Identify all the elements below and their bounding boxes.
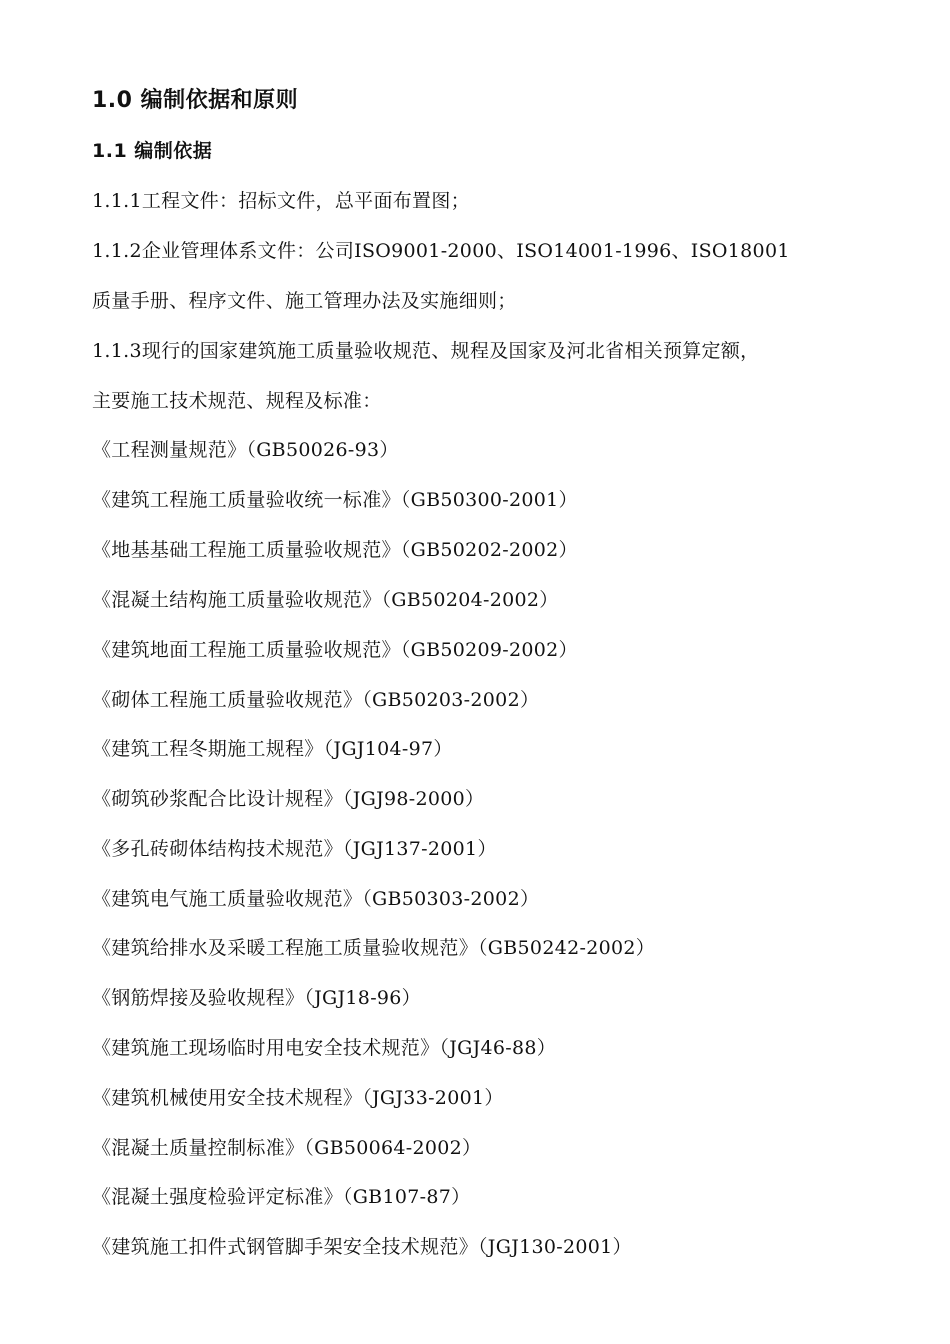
standard-list-item: 《混凝土强度检验评定标准》（GB107-87） <box>92 1186 471 1208</box>
section-heading: 1.0 编制依据和原则 <box>92 88 299 113</box>
standard-list-item: 《砌筑砂浆配合比设计规程》（JGJ98-2000） <box>92 788 485 810</box>
standard-list-item: 《建筑施工现场临时用电安全技术规范》（JGJ46-88） <box>92 1037 557 1059</box>
subsection-heading: 1.1 编制依据 <box>92 140 213 162</box>
standard-list-item: 《建筑工程冬期施工规程》（JGJ104-97） <box>92 738 453 760</box>
paragraph-management-system-cont: 质量手册、程序文件、施工管理办法及实施细则； <box>92 290 517 312</box>
standard-list-item: 《建筑工程施工质量验收统一标准》（GB50300-2001） <box>92 489 578 511</box>
standard-list-item: 《混凝土结构施工质量验收规范》（GB50204-2002） <box>92 589 559 611</box>
standard-list-item: 《建筑电气施工质量验收规范》（GB50303-2002） <box>92 888 540 910</box>
paragraph-management-system: 1.1.2企业管理体系文件：公司ISO9001-2000、ISO14001-1996、ISO18001 <box>92 240 790 262</box>
paragraph-national-codes-cont: 主要施工技术规范、规程及标准： <box>92 390 382 412</box>
standard-list-item: 《建筑地面工程施工质量验收规范》（GB50209-2002） <box>92 639 578 661</box>
standard-list-item: 《多孔砖砌体结构技术规范》（JGJ137-2001） <box>92 838 497 860</box>
paragraph-national-codes: 1.1.3现行的国家建筑施工质量验收规范、规程及国家及河北省相关预算定额， <box>92 340 760 362</box>
standard-list-item: 《混凝土质量控制标准》（GB50064-2002） <box>92 1137 482 1159</box>
standard-list-item: 《建筑施工扣件式钢管脚手架安全技术规范》（JGJ130-2001） <box>92 1236 632 1258</box>
standard-list-item: 《砌体工程施工质量验收规范》（GB50203-2002） <box>92 689 540 711</box>
standard-list-item: 《建筑机械使用安全技术规程》（JGJ33-2001） <box>92 1087 504 1109</box>
standard-list-item: 《地基基础工程施工质量验收规范》（GB50202-2002） <box>92 539 578 561</box>
standard-list-item: 《建筑给排水及采暖工程施工质量验收规范》（GB50242-2002） <box>92 937 656 959</box>
standard-list-item: 《工程测量规范》（GB50026-93） <box>92 439 399 461</box>
paragraph-engineering-documents: 1.1.1工程文件：招标文件，总平面布置图； <box>92 190 470 212</box>
standard-list-item: 《钢筋焊接及验收规程》（JGJ18-96） <box>92 987 421 1009</box>
